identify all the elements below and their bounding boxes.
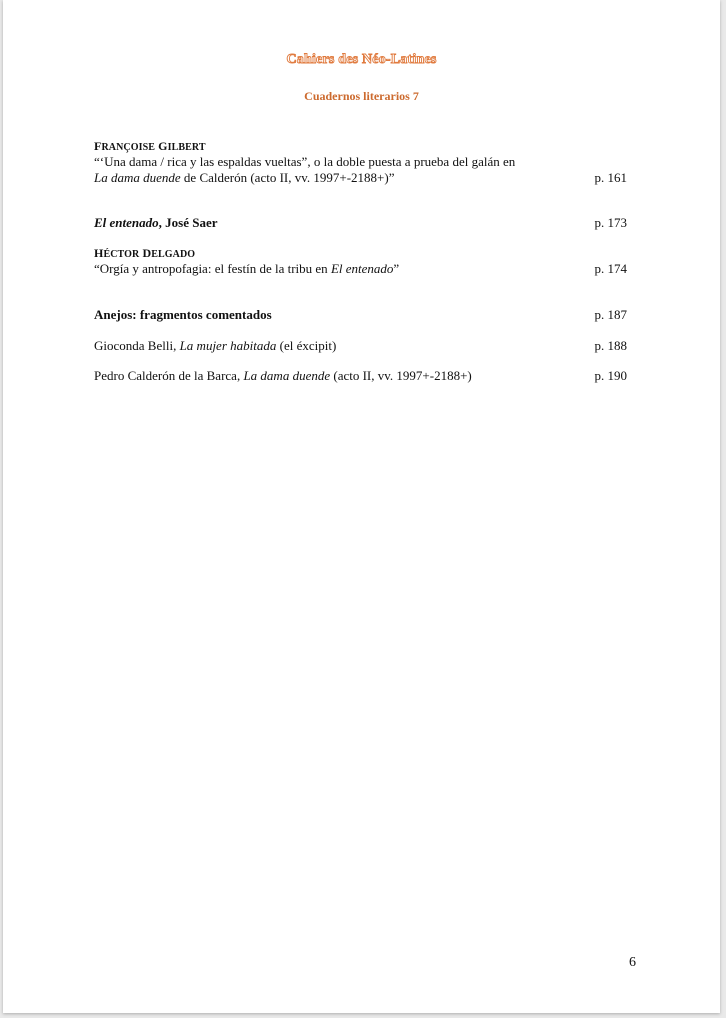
toc-entry	[94, 338, 627, 354]
toc-page-ref: p. 187	[594, 307, 627, 322]
toc-page-ref: p. 173	[594, 215, 627, 230]
toc-entry-title: Anejos: fragmentos comentados p. 187	[94, 307, 627, 322]
toc-entry-title: El entenado, José Saer p. 173	[94, 215, 627, 230]
toc-entry-title: “Orgía y antropofagia: el festín de la tribu en El entenado” p. 174	[94, 261, 627, 276]
page-number: 6	[629, 955, 636, 970]
toc-entry-title: “‘Una dama / rica y las espaldas vueltas”, o la doble puesta a prueba del galán en	[94, 154, 516, 169]
toc-entry	[94, 307, 627, 323]
document-page	[3, 0, 720, 1013]
toc-entry	[94, 368, 627, 384]
toc-entry	[94, 215, 627, 231]
journal-subtitle: Cuadernos literarios 7	[304, 89, 419, 103]
table-of-contents	[94, 138, 627, 186]
toc-page-ref: p. 188	[594, 338, 627, 353]
toc-entry	[94, 245, 627, 277]
toc-page-ref: p. 161	[594, 170, 627, 185]
toc-entry-title: Pedro Calderón de la Barca, La dama duende (acto II, vv. 1997+-2188+) p. 190	[94, 368, 627, 383]
toc-author-gilbert: FRANÇOISE GILBERT	[94, 139, 206, 153]
journal-title: Cahiers des Néo-Latines	[286, 52, 437, 67]
toc-author-delgado: HÉCTOR DELGADO	[94, 246, 196, 260]
toc-entry-title: La dama duende de Calderón (acto II, vv. 1997+-2188+)” p. 161	[94, 170, 627, 185]
toc-entry-title: Gioconda Belli, La mujer habitada (el éxcipit) p. 188	[94, 338, 627, 353]
toc-page-ref: p. 190	[594, 368, 627, 383]
toc-page-ref: p. 174	[594, 261, 627, 276]
